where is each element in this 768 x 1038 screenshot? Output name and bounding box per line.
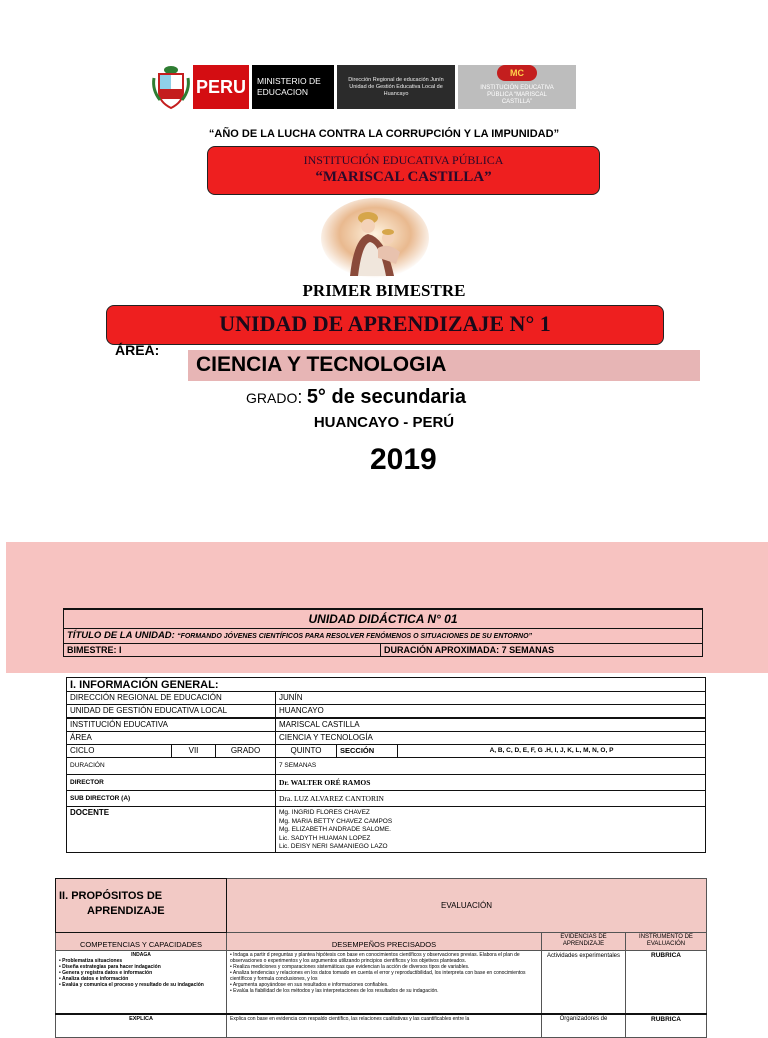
evaluacion-header: EVALUACIÓN [227,879,707,933]
indaga-evidencia: Actividades experimentales [542,951,626,1015]
indaga-desempenos [227,951,542,1015]
propositos-heading-line1: II. PROPÓSITOS DE [59,890,163,902]
peru-logo: PERU [193,65,249,109]
propositos-heading-line2: APRENDIZAJE [87,905,165,917]
desempeno-item: • Evalúa la fiabilidad de los métodos y las interpretaciones de los resultados de su indagación. [230,988,439,994]
indaga-item: • Diseña estrategias para hacer indagación [59,964,161,970]
virgin-and-child-image [320,198,430,278]
col-competencias: COMPETENCIAS Y CAPACIDADES [56,933,227,951]
seccion-label: SECCIÓN [337,745,398,758]
grado-line [246,386,466,409]
docente-name: Mg. MARIA BETTY CHAVEZ CAMPOS [279,817,393,825]
propositos-table [55,878,707,1038]
info-table [66,677,706,853]
unit-title: UNIDAD DE APRENDIZAJE N° 1 [219,311,551,336]
grado-colon: : [297,387,303,407]
info-label: DIRECCIÓN REGIONAL DE EDUCACIÓN [67,692,276,705]
duracion-label: DURACIÓN [67,758,276,775]
unit-title-box [106,305,664,345]
area-value: CIENCIA Y TECNOLOGIA [196,353,447,376]
institucion-emblem-icon: MC [497,65,537,81]
propositos-heading [56,879,227,933]
indaga-item: • Genera y registra datos e información [59,970,153,976]
year-clipped [370,443,490,476]
bimestre-title: PRIMER BIMESTRE [302,281,466,300]
location: HUANCAYO - PERÚ [313,414,455,431]
explica-instrumento: RUBRICA [626,1014,707,1038]
titulo-label: TÍTULO DE LA UNIDAD: [67,629,175,641]
indaga-cell [56,951,227,1015]
docente-name: Mg. ELIZABETH ANDRADE SALOME. [279,826,391,833]
duracion-value: 7 SEMANAS [276,758,706,775]
institucion-logo [458,65,576,109]
director-label: DIRECTOR [67,775,276,791]
unidad-header-table [63,608,703,657]
info-value: JUNÍN [276,692,706,705]
info-value: CIENCIA Y TECNOLOGÍA [276,732,706,745]
area-label: ÁREA: [115,342,160,358]
indaga-instrumento: RUBRICA [626,951,707,1015]
grado-value-cell: QUINTO [276,745,337,758]
ciclo-label: CICLO [67,745,172,758]
explica-title: EXPLICA [56,1014,227,1038]
institution-line2: “MARISCAL CASTILLA” [315,169,492,185]
desempeno-item: • Indaga a partir d preguntas y plantea hipótesis con base en conocimientos científicos y observaciones previas. Elabora el plan de observaciones o experimentos y los argumentos utilizando principios científicos y los objetivos planteados. [230,952,520,964]
ministerio-logo: MINISTERIO DE EDUCACION [252,65,334,109]
logo-bar [152,62,576,112]
docente-name: Mg. INGRID FLORES CHAVEZ [279,809,370,816]
year-text: 2019 [370,443,437,476]
docente-label: DOCENTE [67,807,276,853]
institution-line1: INSTITUCIÓN EDUCATIVA PÚBLICA [303,153,504,167]
grado-value: 5° de secundaria [306,386,466,408]
director-value: Dr. WALTER ORÉ RAMOS [276,775,706,791]
institucion-logo-text: INSTITUCIÓN EDUCATIVA PÚBLICA “MARISCAL CASTILLA” [480,85,554,105]
col-instrumento: INSTRUMENTO DE EVALUACIÓN [626,933,707,951]
indaga-item: • Problematiza situaciones [59,958,123,964]
unidad-header: UNIDAD DIDÁCTICA N° 01 [64,609,703,629]
ciclo-value: VII [172,745,216,758]
indaga-item: • Evalúa y comunica el proceso y resultado de su indagación [59,982,204,988]
info-label: UNIDAD DE GESTIÓN EDUCATIVA LOCAL [67,705,276,719]
year-motto: “AÑO DE LA LUCHA CONTRA LA CORRUPCIÓN Y LA IMPUNIDAD” [208,128,560,140]
desempeno-item: • Realiza mediciones y comparaciones sistemáticas que evidencian la acción de diversos tipos de variables. [230,964,470,970]
desempeno-item: • Analiza tendencias y relaciones en los datos tomado en cuenta el error y reproductibilidad, los interpreta con base en conocimientos científicos y formula conclusiones, y los [230,970,526,982]
duracion-cell: DURACIÓN APROXIMADA: 7 SEMANAS [381,644,703,657]
titulo-row [64,629,703,644]
info-label: INSTITUCIÓN EDUCATIVA [67,718,276,732]
peru-coat-of-arms-icon [152,64,190,110]
area-band [188,350,700,381]
docente-list [276,807,706,853]
direccion-regional-logo: Dirección Regional de educación Junín Unidad de Gestión Educativa Local de Huancayo [337,65,455,109]
docente-name: Lic. SADYTH HUAMAN LOPEZ [279,834,371,842]
grado-label: GRADO [246,390,298,406]
explica-desempeno: Explica con base en evidencia con respaldo científico, las relaciones cualitativas y las cuantificables entre la [227,1014,542,1038]
docente-name: Lic. DEISY NERI SAMANIEGO LAZO [279,843,388,850]
subdirector-label: SUB DIRECTOR (A) [67,791,276,807]
col-desempenos: DESEMPEÑOS PRECISADOS [227,933,542,951]
info-value: HUANCAYO [276,705,706,719]
bimestre-cell: BIMESTRE: I [64,644,381,657]
info-value: MARISCAL CASTILLA [276,718,706,732]
desempeno-item: • Argumenta apoyándose en sus resultados e informaciones confiables. [230,982,389,988]
institution-box [207,146,600,195]
seccion-value: A, B, C, D, E, F, G .H, I, J, K, L, M, N, O, P [398,745,706,758]
explica-evidencia: Organizadores de [542,1014,626,1038]
info-label: ÁREA [67,732,276,745]
grado-label-cell: GRADO [216,745,276,758]
col-evidencias: EVIDENCIAS DE APRENDIZAJE [542,933,626,951]
indaga-title: INDAGA [131,952,151,958]
subdirector-value: Dra. LUZ ALVAREZ CANTORIN [276,791,706,807]
titulo-value: “FORMANDO JÓVENES CIENTÍFICOS PARA RESOLVER FENÓMENOS O SITUACIONES DE SU ENTORNO” [177,632,533,640]
info-heading: I. INFORMACIÓN GENERAL: [67,678,706,692]
indaga-item: • Analiza datos e información [59,976,129,982]
